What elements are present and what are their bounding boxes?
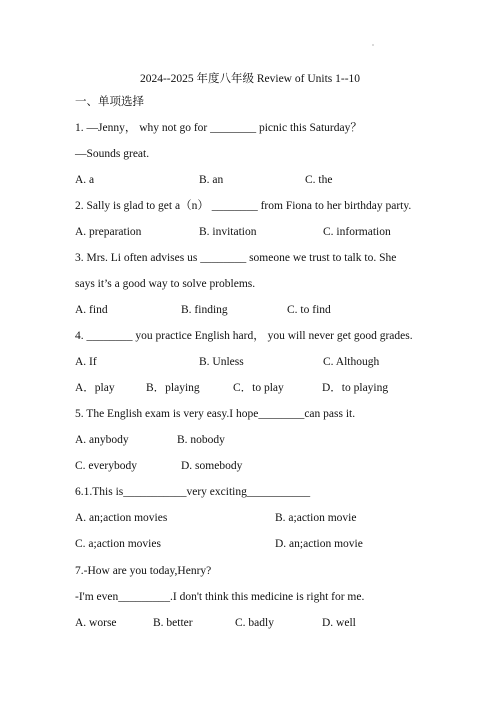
question-4-option-b: B. Unless (199, 356, 244, 368)
question-4-option-a: A. If (75, 356, 97, 368)
question-4-option-c: C. Although (323, 356, 380, 368)
question-2-stem: 2. Sally is glad to get a（n） ________ from Fiona to her birthday party. (75, 200, 412, 212)
question-3-stem: 3. Mrs. Li often advises us ________ someone we trust to talk to. She (75, 252, 397, 264)
question-5-stem: 5. The English exam is very easy.I hope________can pass it. (75, 408, 356, 420)
question-5-option-d: D. somebody (181, 460, 243, 472)
scan-dot (372, 44, 374, 46)
question-5-option-b: B. nobody (177, 434, 225, 446)
question-1-reply: —Sounds great. (75, 148, 150, 160)
question-6-stem: 6.1.This is___________very exciting___________ (75, 486, 311, 498)
question-7-option-c: C. badly (235, 617, 274, 629)
question-3-stem-continued: says it’s a good way to solve problems. (75, 278, 256, 290)
question-7-stem-continued: -I'm even_________.I don't think this medicine is right for me. (75, 591, 365, 603)
question-4-alt-option-b: B．playing (146, 382, 200, 394)
question-2-option-a: A. preparation (75, 226, 142, 238)
question-6-option-d: D. an;action movie (275, 538, 363, 550)
question-4-alt-option-d: D．to playing (322, 382, 389, 394)
question-6-option-c: C. a;action movies (75, 538, 161, 550)
question-7-stem: 7.-How are you today,Henry? (75, 565, 212, 577)
question-4-alt-option-c: C．to play (233, 382, 284, 394)
question-6-option-b: B. a;action movie (275, 512, 357, 524)
page-title: 2024--2025 年度八年级 Review of Units 1--10 (139, 73, 361, 85)
question-7-option-a: A. worse (75, 617, 117, 629)
question-1-stem: 1. —Jenny， why not go for ________ picnic this Saturday？ (75, 122, 362, 134)
question-3-option-a: A. find (75, 304, 108, 316)
question-7-option-d: D. well (322, 617, 356, 629)
section-heading: 一、单项选择 (75, 96, 144, 108)
question-4-alt-option-a: A．play (75, 382, 115, 394)
question-1-option-a: A. a (75, 174, 95, 186)
question-2-option-c: C. information (323, 226, 391, 238)
question-4-stem: 4. ________ you practice English hard， you will never get good grades. (75, 330, 413, 342)
question-5-option-a: A. anybody (75, 434, 129, 446)
question-5-option-c: C. everybody (75, 460, 137, 472)
question-3-option-b: B. finding (181, 304, 228, 316)
question-2-option-b: B. invitation (199, 226, 257, 238)
question-1-option-c: C. the (305, 174, 333, 186)
question-1-option-b: B. an (199, 174, 224, 186)
question-7-option-b: B. better (153, 617, 193, 629)
question-3-option-c: C. to find (287, 304, 331, 316)
question-6-option-a: A. an;action movies (75, 512, 168, 524)
